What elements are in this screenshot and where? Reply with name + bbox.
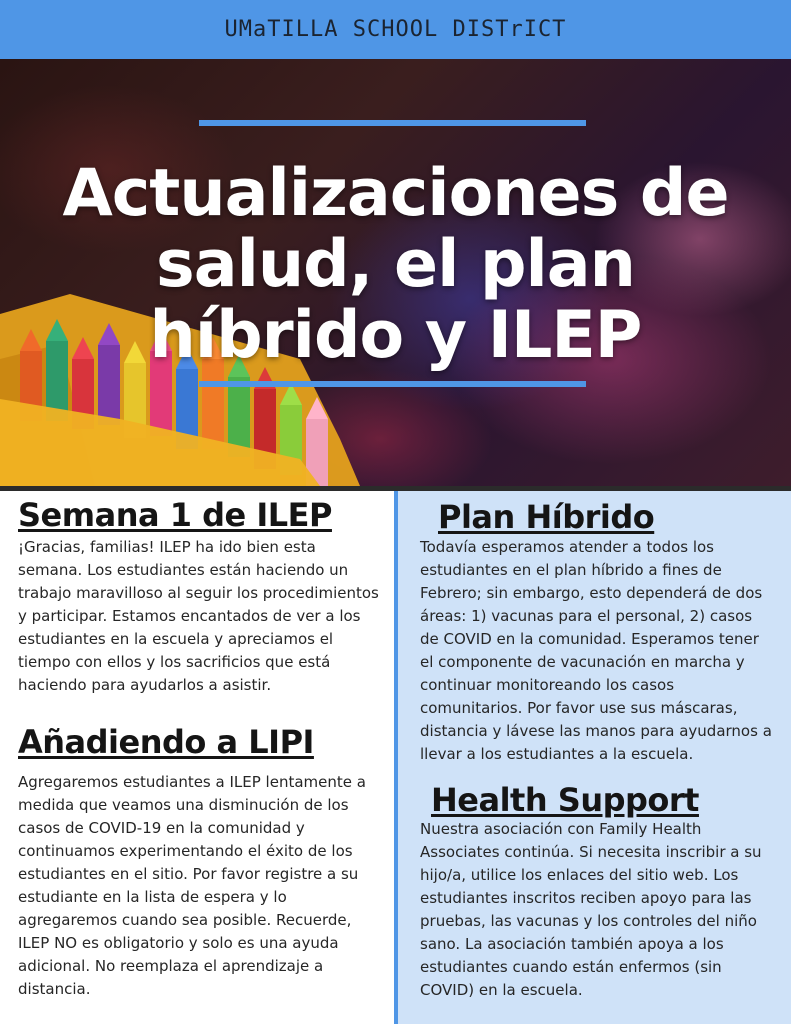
hero-bottom-rule [199, 381, 586, 387]
section-heading-health-support: Health Support [431, 781, 699, 819]
hero-title: Actualizaciones de salud, el plan híbrido y ILEP [62, 156, 729, 373]
section-heading-ilep-week1: Semana 1 de ILEP [18, 496, 332, 534]
section-body-ilep-week1: ¡Gracias, familias! ILEP ha ido bien esta semana. Los estudiantes están haciendo un trabajo maravilloso al seguir los procedimientos y participar. Estamos encantados de ver a los estudiantes en la escuela y apreciamos el tiempo con ellos y los sacrificios que está haciendo para ayudarlos a asistir. [18, 538, 379, 694]
hero-banner [0, 59, 791, 486]
header-bar [0, 0, 791, 59]
section-heading-hybrid-plan: Plan Híbrido [438, 498, 655, 536]
right-column [398, 491, 791, 1024]
hero-top-rule [199, 120, 586, 126]
section-heading-adding-lipi: Añadiendo a LIPI [18, 723, 314, 761]
district-name: UMaTILLA SCHOOL DISTrICT [224, 17, 567, 42]
section-body-hybrid-plan: Todavía esperamos atender a todos los estudiantes en el plan híbrido a fines de Febrero; sin embargo, esto dependerá de dos áreas: 1) vacunas para el personal, 2) casos de COVID en la comunidad. Esperamos tener el componente de vacunación en marcha y continuar monitoreando los casos comunitarios. Por favor use sus máscaras, distancia y lávese las manos para ayudarnos a llevar a los estudiantes a la escuela. [420, 538, 772, 763]
section-body-adding-lipi: Agregaremos estudiantes a ILEP lentamente a medida que veamos una disminución de los casos de COVID-19 en la comunidad y continuamos experimentando el éxito de los estudiantes en el sitio. Por favor registre a su estudiante en la lista de espera y lo agregaremos cuando sea posible. Recuerde, ILEP NO es obligatorio y solo es una ayuda adicional. No reemplaza el aprendizaje a distancia. [18, 773, 366, 998]
left-column [0, 491, 394, 1024]
section-body-health-support: Nuestra asociación con Family Health Associates continúa. Si necesita inscribir a su hijo/a, utilice los enlaces del sitio web. Los estudiantes inscritos reciben apoyo para las pruebas, las vacunas y los controles del niño sano. La asociación también apoya a los estudiantes cuando están enfermos (sin COVID) en la escuela. [420, 820, 762, 999]
